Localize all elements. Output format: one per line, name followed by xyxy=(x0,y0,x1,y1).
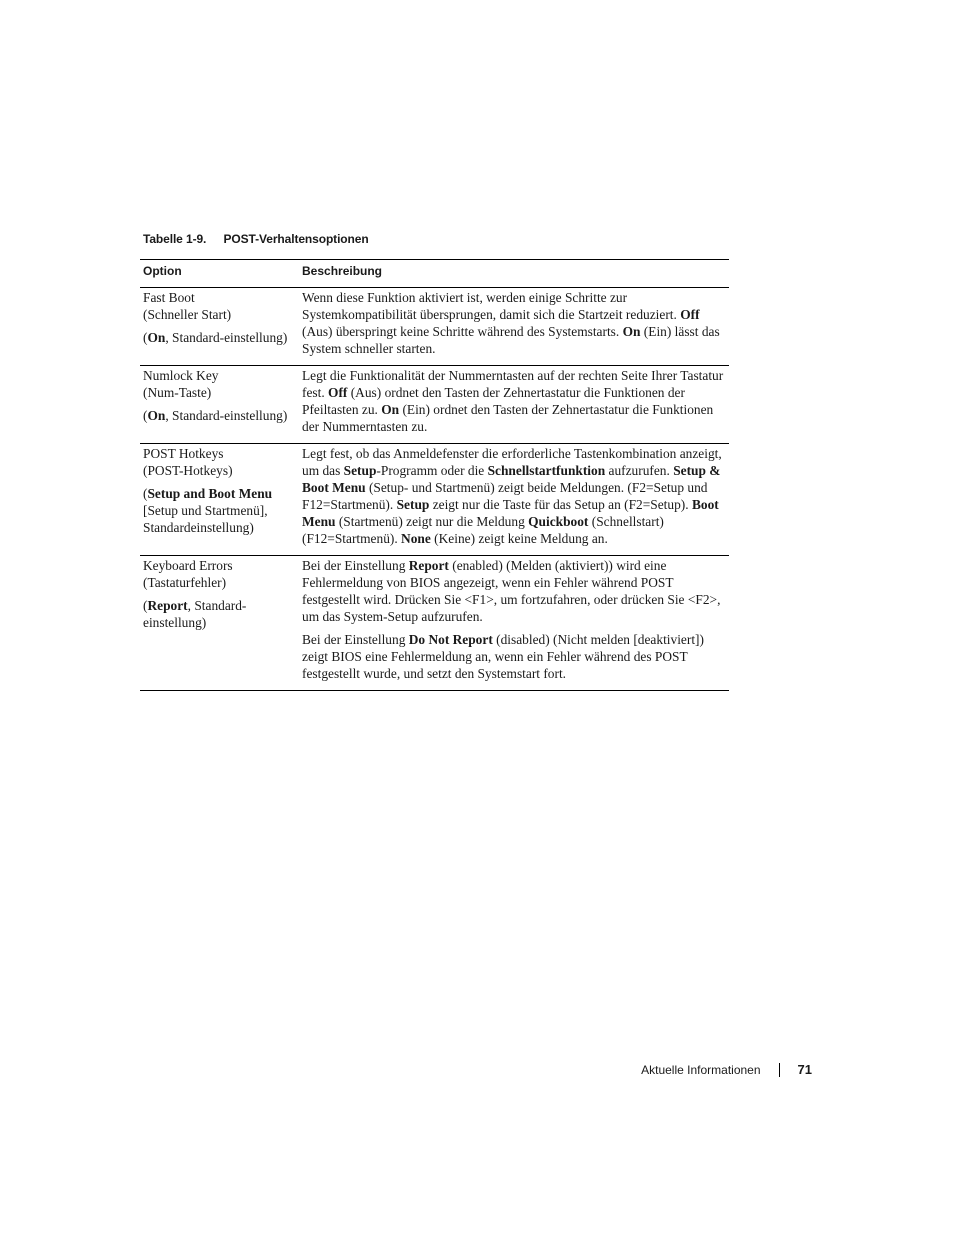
description-segment: (Keine) zeigt keine Meldung an. xyxy=(430,531,608,546)
description-text xyxy=(302,367,726,435)
description-segment: -Programm oder die xyxy=(376,463,488,478)
option-name: Fast Boot xyxy=(143,290,195,305)
default-note: , Standard-einstellung) xyxy=(143,598,247,630)
header-description: Beschreibung xyxy=(299,260,729,288)
option-cell xyxy=(140,444,299,556)
default-open: ( xyxy=(143,330,148,345)
description-cell xyxy=(299,556,729,691)
default-note: , Standard-einstellung) xyxy=(165,330,288,345)
default-open: ( xyxy=(143,486,148,501)
description-keyword: Report xyxy=(408,558,449,573)
table-caption xyxy=(143,232,369,246)
post-options-table xyxy=(140,259,729,691)
description-segment: Bei der Einstellung xyxy=(302,632,409,647)
option-default xyxy=(143,485,296,536)
description-segment: (Startmenü) zeigt nur die Meldung xyxy=(335,514,529,529)
description-cell xyxy=(299,444,729,556)
description-keyword: Off xyxy=(328,385,348,400)
default-value: Report xyxy=(147,598,188,613)
option-translation: (Num-Taste) xyxy=(143,385,212,400)
description-text xyxy=(302,631,726,682)
option-translation: (Schneller Start) xyxy=(143,307,232,322)
description-segment: (Schnellstart) (F12=Startmenü). xyxy=(302,514,664,546)
description-cell xyxy=(299,366,729,444)
option-default xyxy=(143,329,296,346)
default-note: [Setup und Startmenü], Standardeinstellung) xyxy=(143,503,268,535)
default-value: On xyxy=(147,330,166,345)
description-segment: aufzurufen. xyxy=(605,463,674,478)
option-cell xyxy=(140,556,299,691)
description-segment: Legt die Funktionalität der Nummerntasten auf der rechten Seite Ihrer Tastatur fest. xyxy=(302,368,724,400)
description-segment: zeigt nur die Taste für das Setup an (F2=Setup). xyxy=(429,497,692,512)
option-name: Keyboard Errors xyxy=(143,558,233,573)
option-name: Numlock Key xyxy=(143,368,219,383)
description-keyword: Quickboot xyxy=(528,514,589,529)
description-segment: Wenn diese Funktion aktiviert ist, werden einige Schritte zur Systemkompatibilität übersprungen, damit sich die Startzeit reduziert. xyxy=(302,290,681,322)
default-value: Setup and Boot Menu xyxy=(147,486,273,501)
table-title: POST-Verhaltensoptionen xyxy=(223,232,369,246)
description-keyword: On xyxy=(622,324,641,339)
description-segment: Bei der Einstellung xyxy=(302,558,409,573)
option-default xyxy=(143,407,296,424)
description-keyword: Setup xyxy=(343,463,377,478)
option-translation: (Tastaturfehler) xyxy=(143,575,227,590)
table-row xyxy=(140,444,729,556)
footer-section-title: Aktuelle Informationen xyxy=(641,1062,761,1077)
description-segment: (Aus) ordnet den Tasten der Zehnertastatur die Funktionen der Pfeiltasten zu. xyxy=(302,385,685,417)
description-keyword: Setup xyxy=(396,497,430,512)
description-segment: (Aus) überspringt keine Schritte während des Systemstarts. xyxy=(302,324,623,339)
description-segment: (Ein) ordnet den Tasten der Zehnertastatur die Funktionen der Nummerntasten zu. xyxy=(302,402,714,434)
description-keyword: Boot Menu xyxy=(302,497,719,529)
description-text xyxy=(302,289,726,357)
description-text xyxy=(302,557,726,625)
option-default xyxy=(143,597,296,631)
description-keyword: Do Not Report xyxy=(408,632,493,647)
description-text xyxy=(302,445,726,547)
description-segment: Legt fest, ob das Anmeldefenster die erforderliche Tastenkombination anzeigt, um das xyxy=(302,446,722,478)
default-open: ( xyxy=(143,408,148,423)
table-row xyxy=(140,288,729,366)
description-keyword: Off xyxy=(680,307,700,322)
option-translation: (POST-Hotkeys) xyxy=(143,463,233,478)
default-note: , Standard-einstellung) xyxy=(165,408,288,423)
description-segment: (Setup- und Startmenü) zeigt beide Meldungen. (F2=Setup und F12=Startmenü). xyxy=(302,480,708,512)
option-cell xyxy=(140,366,299,444)
description-keyword: None xyxy=(401,531,431,546)
description-segment: (enabled) (Melden (aktiviert)) wird eine Fehlermeldung von BIOS angezeigt, wenn ein Fehler während POST festgestellt wird. Drücken Sie <F1>, um fortzufahren, oder drücken Sie <F2>, um das System-Setup aufzurufen. xyxy=(302,558,721,624)
option-name: POST Hotkeys xyxy=(143,446,224,461)
description-segment: (Ein) lässt das System schneller starten. xyxy=(302,324,720,356)
option-cell xyxy=(140,288,299,366)
default-value: On xyxy=(147,408,166,423)
description-segment: (disabled) (Nicht melden [deaktiviert]) zeigt BIOS eine Fehlermeldung an, wenn ein Fehler während des POST festgestellt wurde, und setzt den Systemstart fort. xyxy=(302,632,704,681)
table-number: Tabelle 1-9. xyxy=(143,232,207,246)
description-keyword: On xyxy=(381,402,400,417)
default-open: ( xyxy=(143,598,148,613)
table-row xyxy=(140,556,729,691)
page-number: 71 xyxy=(797,1062,812,1077)
table-row xyxy=(140,366,729,444)
description-keyword: Schnellstartfunktion xyxy=(487,463,606,478)
table-header-row xyxy=(140,260,729,288)
description-cell xyxy=(299,288,729,366)
header-option: Option xyxy=(140,260,299,288)
description-keyword: Setup & Boot Menu xyxy=(302,463,721,495)
footer-separator xyxy=(779,1063,780,1077)
page-footer xyxy=(641,1062,812,1077)
